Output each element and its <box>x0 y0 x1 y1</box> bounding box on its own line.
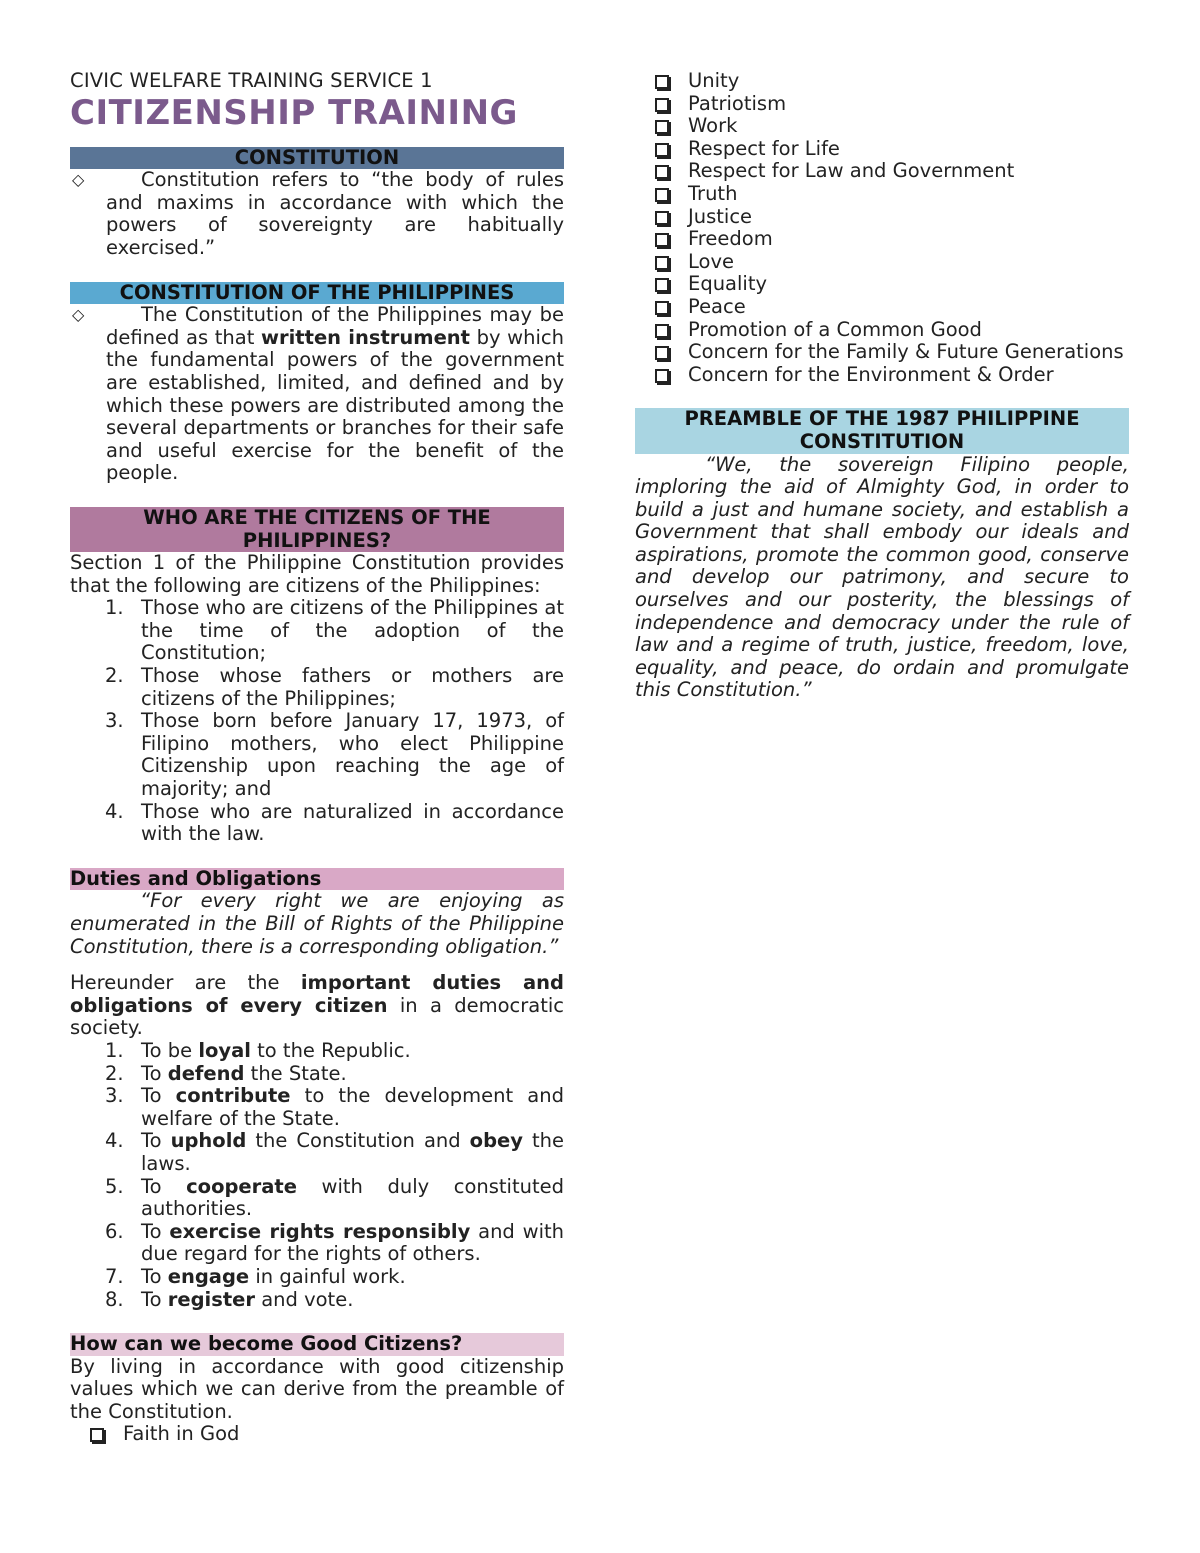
list-item: 5. To cooperate with duly constituted authorities. <box>105 1174 565 1221</box>
list-item: Equality <box>635 273 1129 296</box>
list-item: Peace <box>635 296 1129 319</box>
checkbox-bullet-icon <box>655 369 669 383</box>
checkbox-bullet-icon <box>655 278 669 292</box>
citizens-list <box>70 597 564 846</box>
good-citizens-intro: By living in accordance with good citizenship values which we can derive from the preamble of the Constitution. <box>70 1354 564 1423</box>
list-item: Promotion of a Common Good <box>635 319 1129 342</box>
list-item: 7. To engage in gainful work. <box>105 1264 406 1288</box>
list-item: Respect for Life <box>635 138 1129 161</box>
checkbox-bullet-icon <box>655 143 669 157</box>
checkbox-bullet-icon <box>655 120 669 134</box>
duties-intro: Hereunder are the important duties and obligations of every citizen in a democratic society. <box>70 971 564 1040</box>
list-item: Work <box>635 115 1129 138</box>
list-item: 3. Those born before January 17, 1973, of Filipino mothers, who elect Philippine Citizenship upon reaching the age of majority; and <box>105 709 564 801</box>
checkbox-bullet-icon <box>655 188 669 202</box>
list-item: Truth <box>635 183 1129 206</box>
course-name: CIVIC WELFARE TRAINING SERVICE 1 <box>70 69 433 92</box>
list-item: Patriotism <box>635 93 1129 116</box>
page-title: CITIZENSHIP TRAINING <box>70 92 518 133</box>
checkbox-bullet-icon <box>655 256 669 270</box>
constitution-ph-heading: CONSTITUTION OF THE PHILIPPINES <box>70 282 564 305</box>
checkbox-bullet-icon <box>90 1428 104 1442</box>
list-item: Unity <box>635 70 1129 93</box>
list-item: Freedom <box>635 228 1129 251</box>
checkbox-bullet-icon <box>655 233 669 247</box>
preamble-heading: PREAMBLE OF THE 1987 PHILIPPINE CONSTITUTION <box>635 408 1129 453</box>
checkbox-bullet-icon <box>655 346 669 360</box>
values-list-right <box>635 70 1129 386</box>
left-column <box>70 70 564 1446</box>
good-citizens-heading: How can we become Good Citizens? <box>70 1333 564 1356</box>
citizens-intro: Section 1 of the Philippine Constitution provides that the following are citizens of the Philippines: <box>70 551 564 597</box>
values-list-left <box>70 1423 564 1446</box>
preamble-text: “We, the sovereign Filipino people, imploring the aid of Almighty God, in order to build a just and humane society, and establish a Government that shall embody our ideals and aspirations, promote the common good, conserve and develop our patrimony, and secure to ourselves and our posterity, the blessings of independence and democracy under the rule of law and a regime of truth, justice, freedom, love, equality, and peace, do ordain and promulgate this Constitution.” <box>635 452 1129 702</box>
list-item: Faith in God <box>70 1423 564 1446</box>
checkbox-bullet-icon <box>655 301 669 315</box>
diamond-bullet-icon: ◇ <box>72 305 85 325</box>
list-item: Concern for the Environment & Order <box>635 364 1129 387</box>
constitution-heading: CONSTITUTION <box>70 147 564 170</box>
list-item: 4. To uphold the Constitution and obey the laws. <box>105 1129 565 1175</box>
checkbox-bullet-icon <box>655 324 669 338</box>
list-item: 2. To defend the State. <box>105 1061 347 1085</box>
checkbox-bullet-icon <box>655 165 669 179</box>
duties-heading: Duties and Obligations <box>70 868 564 891</box>
right-column <box>635 70 1129 702</box>
list-item: Respect for Law and Government <box>635 160 1129 183</box>
list-item: 1. Those who are citizens of the Philippines at the time of the adoption of the Constitution; <box>105 596 564 665</box>
diamond-bullet-icon: ◇ <box>72 170 85 190</box>
citizens-heading: WHO ARE THE CITIZENS OF THE PHILIPPINES? <box>70 507 564 552</box>
list-item: 1. To be loyal to the Republic. <box>105 1038 411 1062</box>
list-item: Concern for the Family & Future Generations <box>635 341 1129 364</box>
list-item: 4. Those who are naturalized in accordance with the law. <box>105 799 564 846</box>
constitution-ph-definition: ◇ The Constitution of the Philippines may be defined as that written instrument by which the fundamental powers of the government are established, limited, and defined and by which these powers are distributed among the several departments or branches for their safe and useful exercise for the benefit of the people. <box>72 303 564 485</box>
list-item: Love <box>635 251 1129 274</box>
list-item: 8. To register and vote. <box>105 1287 354 1311</box>
duties-list <box>70 1040 564 1311</box>
constitution-definition: ◇ Constitution refers to “the body of rules and maxims in accordance with which the powers of sovereignty are habitually exercised.” <box>72 168 564 259</box>
checkbox-bullet-icon <box>655 75 669 89</box>
checkbox-bullet-icon <box>655 211 669 225</box>
list-item: 3. To contribute to the development and welfare of the State. <box>105 1084 564 1130</box>
checkbox-bullet-icon <box>655 98 669 112</box>
duties-quote: “For every right we are enjoying as enumerated in the Bill of Rights of the Philippine Constitution, there is a corresponding obligation.” <box>70 889 564 958</box>
list-item: 6. To exercise rights responsibly and with due regard for the rights of others. <box>105 1219 564 1266</box>
list-item: Justice <box>635 206 1129 229</box>
list-item: 2. Those whose fathers or mothers are citizens of the Philippines; <box>105 664 564 710</box>
